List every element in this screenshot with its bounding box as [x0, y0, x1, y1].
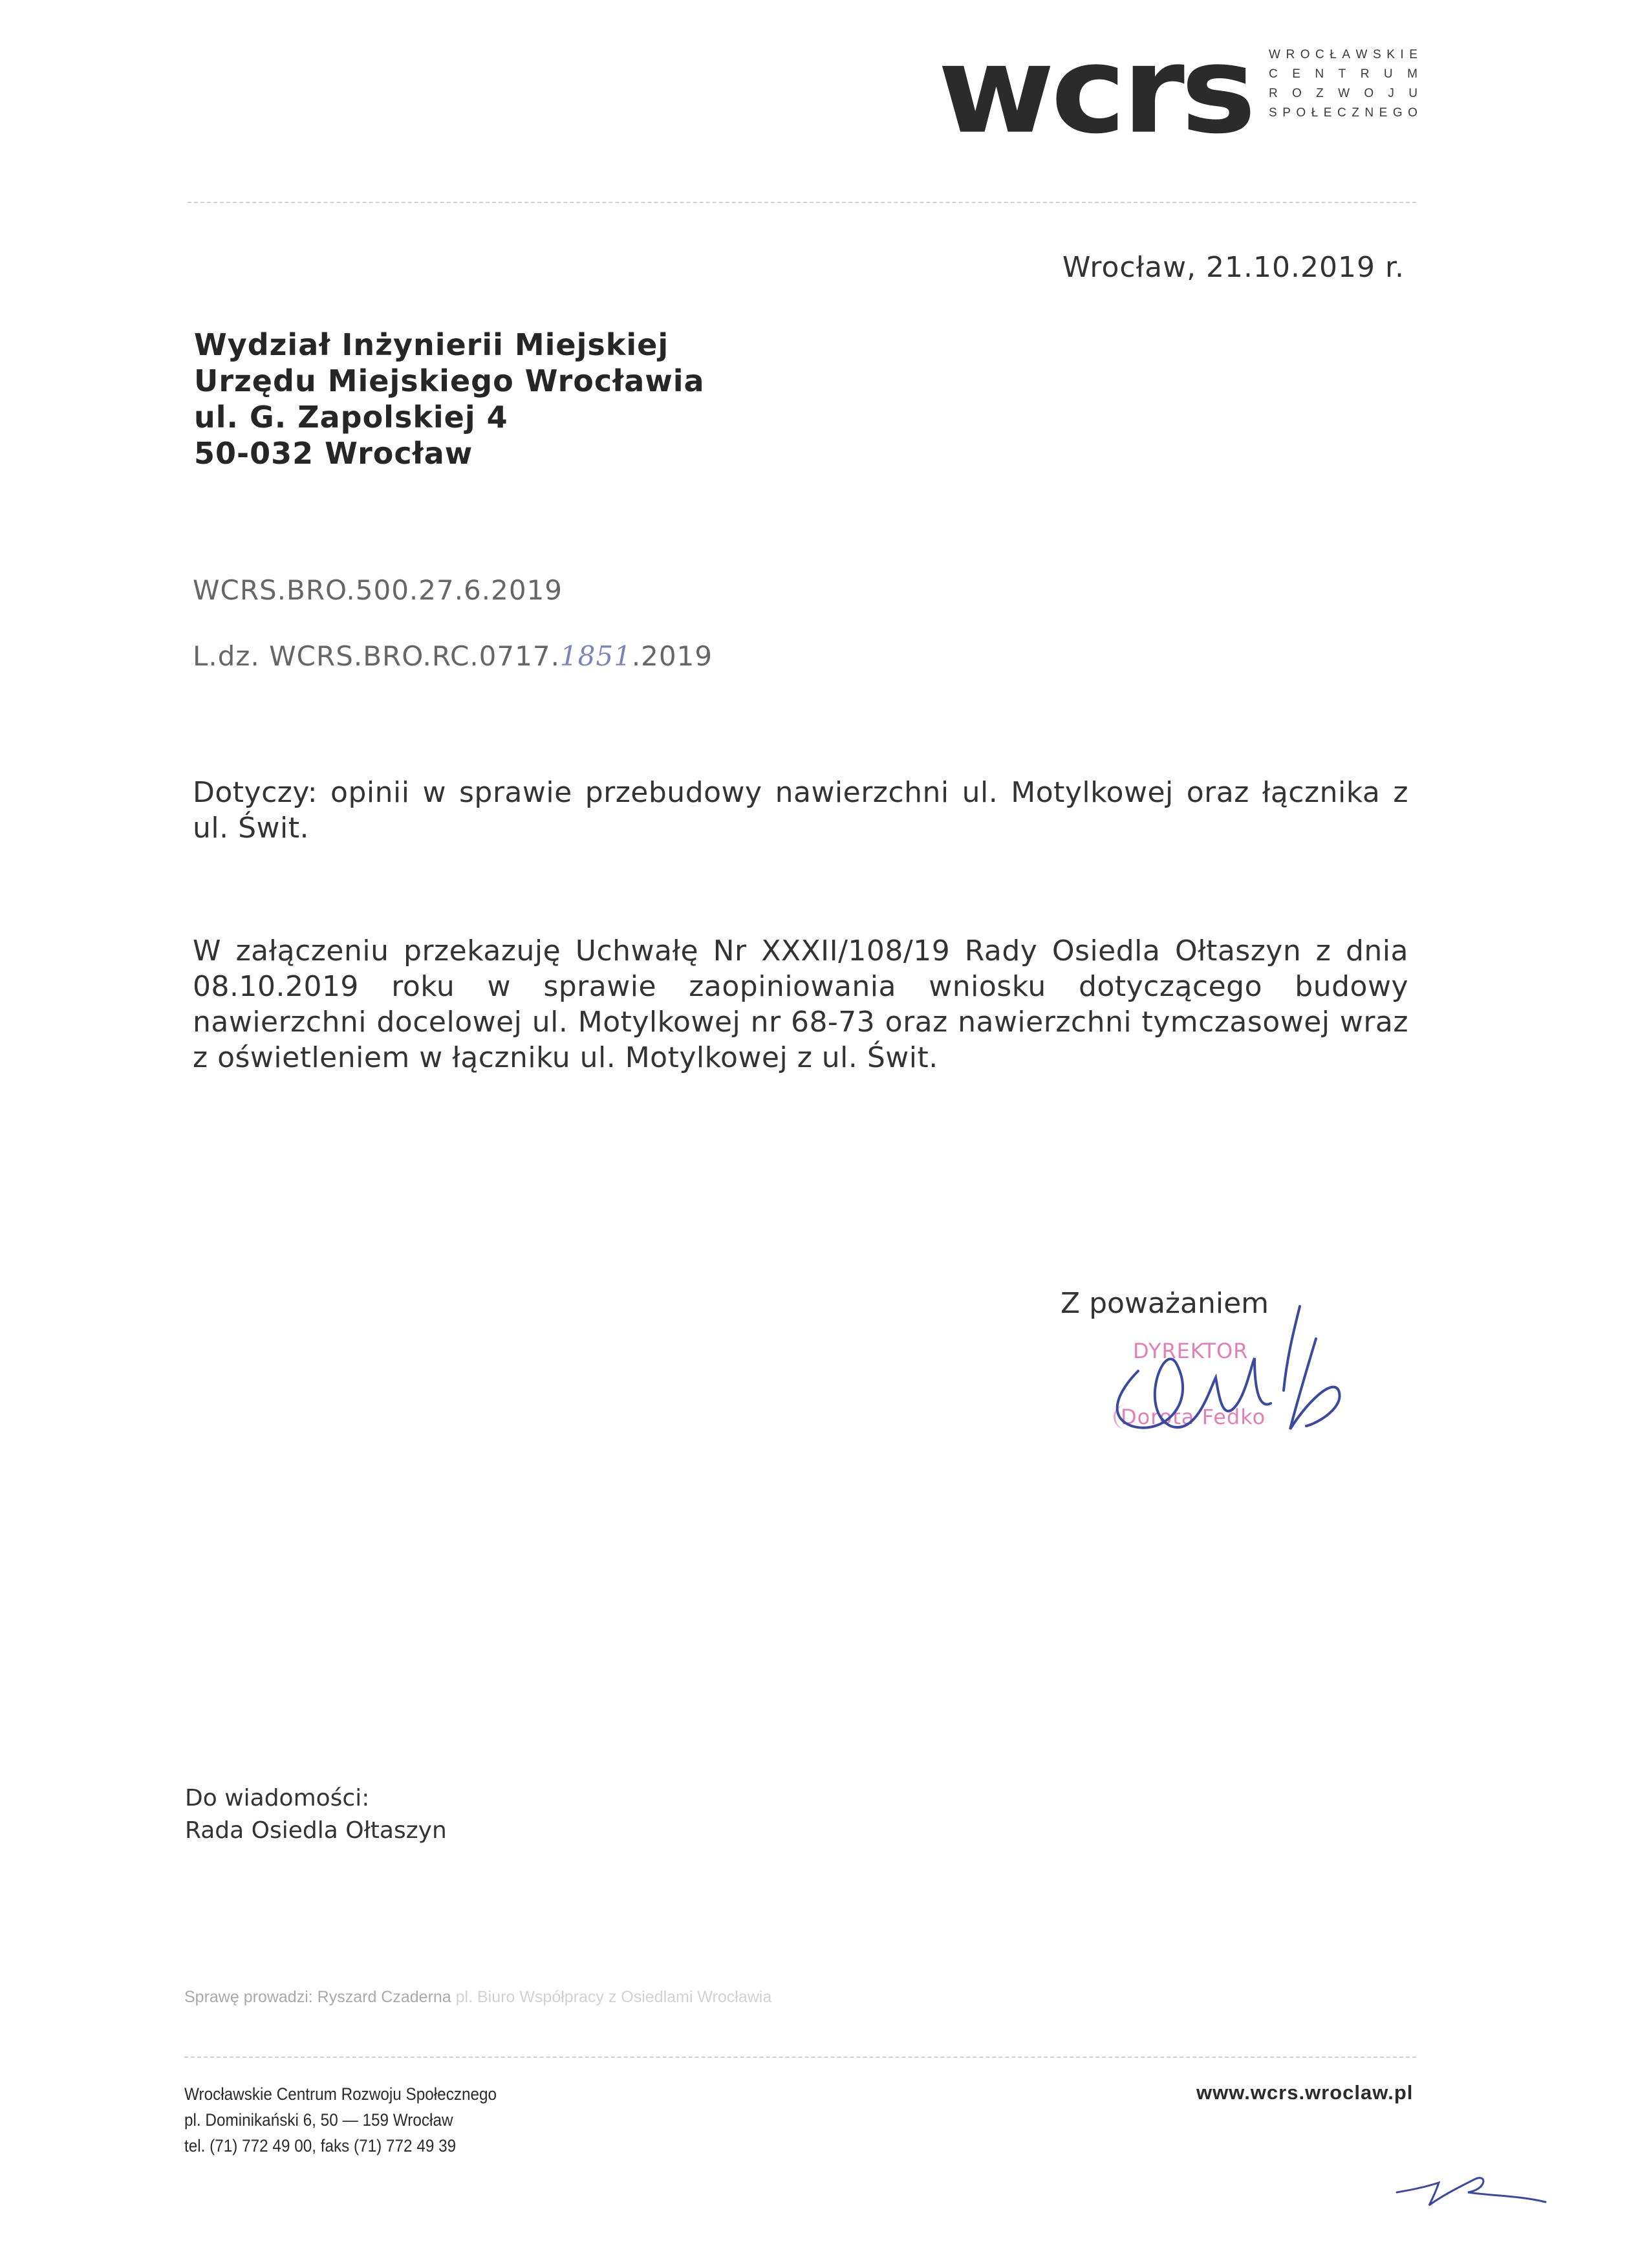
letter-date: Wrocław, 21.10.2019 r. [1062, 251, 1405, 284]
footer-org-name: Wrocławskie Centrum Rozwoju Społecznego [184, 2084, 497, 2104]
stamp-name: Dorota Fedko [1114, 1405, 1266, 1429]
ldz-number [193, 640, 713, 672]
ldz-suffix: .2019 [631, 640, 713, 672]
stamp-title: DYREKTOR [1133, 1339, 1249, 1363]
recipient-line: Wydział Inżynierii Miejskiej [194, 327, 669, 362]
footer-website-link[interactable]: www.wcrs.wroclaw.pl [1196, 2081, 1414, 2104]
logo-subtitle [1269, 45, 1417, 123]
ldz-prefix: L.dz. WCRS.BRO.RC.0717. [193, 640, 560, 672]
logo-subtitle-line: W R O C Ł A W S K I E [1269, 48, 1417, 61]
subject-line: Dotyczy: opinii w sprawie przebudowy nawierzchni ul. Motylkowej oraz łącznika z ul. Świt. [193, 776, 1408, 845]
logo-subtitle-line: S P O Ł E C Z N E G O [1269, 106, 1417, 120]
wcrs-logo: wcrs [938, 20, 1253, 161]
initials-mark [1390, 2160, 1558, 2212]
logo-subtitle-line: C E N T R U M [1269, 67, 1417, 81]
footer-divider [184, 2057, 1416, 2058]
handled-by-label: Sprawę prowadzi: [184, 1988, 313, 2006]
cc-block [185, 1782, 447, 1847]
signature [1093, 1293, 1377, 1449]
header-divider [188, 202, 1416, 203]
handled-by [184, 1988, 771, 2007]
case-number: WCRS.BRO.500.27.6.2019 [193, 574, 563, 606]
footer-org [184, 2081, 497, 2159]
ldz-handwritten: 1851 [559, 640, 632, 672]
logo-subtitle-line: R O Z W O J U [1269, 87, 1417, 100]
recipient-line: Urzędu Miejskiego Wrocławia [194, 363, 705, 398]
recipient-line: ul. G. Zapolskiej 4 [194, 400, 508, 435]
cc-recipient: Rada Osiedla Ołtaszyn [185, 1817, 447, 1844]
closing: Z poważaniem [1061, 1287, 1269, 1320]
footer-phone: tel. (71) 772 49 00, faks (71) 772 49 39 [184, 2136, 457, 2155]
body-paragraph: W załączeniu przekazuję Uchwałę Nr XXXII/108/19 Rady Osiedla Ołtaszyn z dnia 08.10.2019 roku w sprawie zaopiniowania wniosku dotyczącego budowy nawierzchni docelowej ul. Motylkowej nr 68-73 oraz nawierzchni tymczasowej wraz z oświetleniem w łączniku ul. Motylkowej z ul. Świt. [193, 934, 1408, 1074]
handled-by-rest: pl. Biuro Współpracy z Osiedlami Wrocławia [455, 1988, 772, 2006]
recipient-address [194, 327, 705, 471]
recipient-line: 50-032 Wrocław [194, 436, 473, 471]
footer-address: pl. Dominikański 6, 50 — 159 Wrocław [184, 2110, 453, 2130]
cc-label: Do wiadomości: [185, 1785, 370, 1811]
handled-by-name: Ryszard Czaderna [317, 1988, 451, 2006]
